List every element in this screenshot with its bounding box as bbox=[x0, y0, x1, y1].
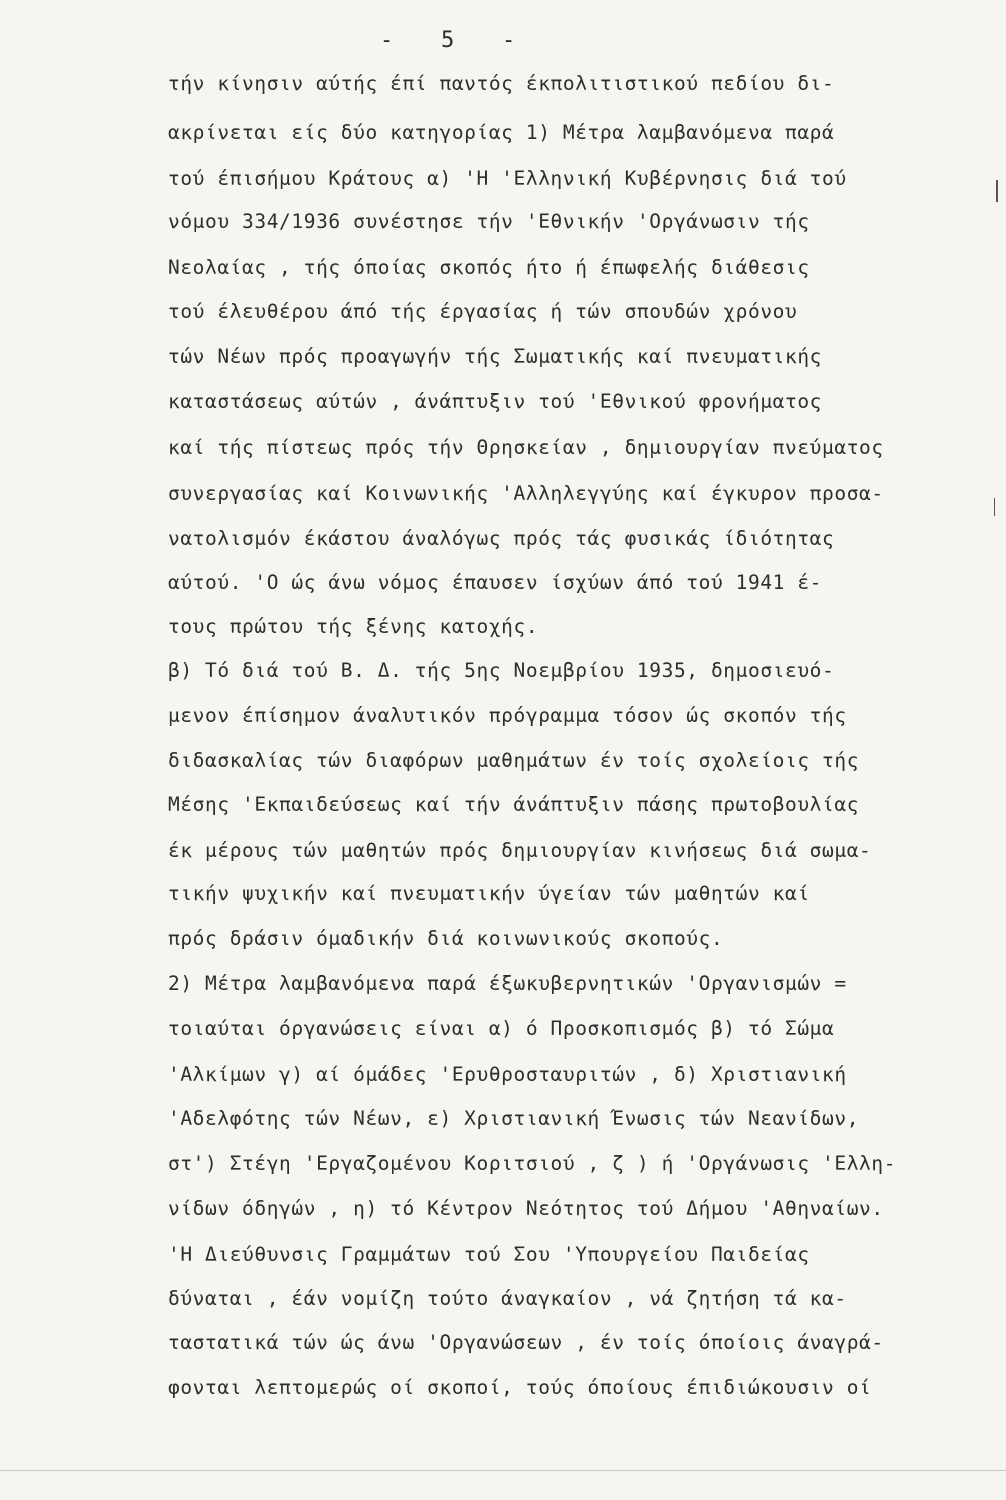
text-line: μενον έπίσημον άναλυτικόν πρόγραμμα τόσον ώς σκοπόν τής bbox=[168, 704, 847, 727]
text-line: τού έπισήμου Κράτους α) 'Η 'Ελληνική Κυβέρνησις διά τού bbox=[168, 167, 847, 190]
text-line: συνεργασίας καί Κοινωνικής 'Αλληλεγγύης καί έγκυρον προσα- bbox=[168, 482, 884, 505]
text-line: 'Αδελφότης τών Νέων, ε) Χριστιανική Ένωσις τών Νεανίδων, bbox=[168, 1107, 860, 1130]
text-line: στ') Στέγη 'Εργαζομένου Κοριτσιού , ζ ) ή 'Οργάνωσις 'Ελλη- bbox=[168, 1152, 897, 1175]
text-line: νόμου 334/1936 συνέστησε τήν 'Εθνικήν 'Οργάνωσιν τής bbox=[168, 210, 810, 233]
text-line: πρός δράσιν όμαδικήν διά κοινωνικούς σκοπούς. bbox=[168, 927, 724, 950]
text-line: καταστάσεως αύτών , άνάπτυξιν τού 'Εθνικού φρονήματος bbox=[168, 390, 823, 413]
text-line: ταστατικά τών ώς άνω 'Οργανώσεων , έν τοίς όποίοις άναγρά- bbox=[168, 1331, 884, 1354]
text-line: διδασκαλίας τών διαφόρων μαθημάτων έν τοίς σχολείοις τής bbox=[168, 749, 860, 772]
text-line: Νεολαίας , τής όποίας σκοπός ήτο ή έπωφελής διάθεσις bbox=[168, 256, 810, 279]
text-line: αύτού. 'Ο ώς άνω νόμος έπαυσεν ίσχύων άπό τού 1941 έ- bbox=[168, 571, 823, 594]
text-line: τήν κίνησιν αύτής έπί παντός έκπολιτιστικού πεδίου δι- bbox=[168, 72, 835, 95]
text-line: τικήν ψυχικήν καί πνευματικήν ύγείαν τών μαθητών καί bbox=[168, 882, 810, 905]
text-line: φονται λεπτομερώς οί σκοποί, τούς όποίους έπιδιώκουσιν οί bbox=[168, 1376, 872, 1399]
text-line: 'Αλκίμων γ) αί όμάδες 'Ερυθροσταυριτών , δ) Χριστιανική bbox=[168, 1063, 847, 1086]
text-line: νίδων όδηγών , η) τό Κέντρον Νεότητος τού Δήμου 'Αθηναίων. bbox=[168, 1197, 884, 1220]
text-line: 'Η Διεύθυνσις Γραμμάτων τού Σου 'Υπουργείου Παιδείας bbox=[168, 1243, 810, 1266]
text-line: τοιαύται όργανώσεις είναι α) ό Προσκοπισμός β) τό Σώμα bbox=[168, 1017, 835, 1040]
page-bottom-edge bbox=[0, 1470, 1006, 1471]
text-line: 2) Μέτρα λαμβανόμενα παρά έξωκυβερνητικών 'Οργανισμών = bbox=[168, 972, 847, 995]
text-line: έκ μέρους τών μαθητών πρός δημιουργίαν κινήσεως διά σωμα- bbox=[168, 839, 872, 862]
text-line: τους πρώτου τής ξένης κατοχής. bbox=[168, 615, 539, 638]
text-line: ακρίνεται είς δύο κατηγορίας 1) Μέτρα λαμβανόμενα παρά bbox=[168, 121, 835, 144]
margin-mark bbox=[994, 498, 995, 516]
text-line: Μέσης 'Εκπαιδεύσεως καί τήν άνάπτυξιν πάσης πρωτοβουλίας bbox=[168, 793, 860, 816]
margin-mark bbox=[996, 180, 998, 202]
text-line: τού έλευθέρου άπό τής έργασίας ή τών σπουδών χρόνου bbox=[168, 300, 798, 323]
text-line: καί τής πίστεως πρός τήν Θρησκείαν , δημιουργίαν πνεύματος bbox=[168, 436, 884, 459]
text-line: νατολισμόν έκάστου άναλόγως πρός τάς φυσικάς ίδιότητας bbox=[168, 527, 835, 550]
page-number: - 5 - bbox=[380, 28, 518, 53]
text-line: τών Νέων πρός προαγωγήν τής Σωματικής καί πνευματικής bbox=[168, 345, 823, 368]
text-line: δύναται , έάν νομίζη τούτο άναγκαίον , νά ζητήση τά κα- bbox=[168, 1287, 847, 1310]
text-line: β) Τό διά τού Β. Δ. τής 5ης Νοεμβρίου 1935, δημοσιευό- bbox=[168, 659, 835, 682]
